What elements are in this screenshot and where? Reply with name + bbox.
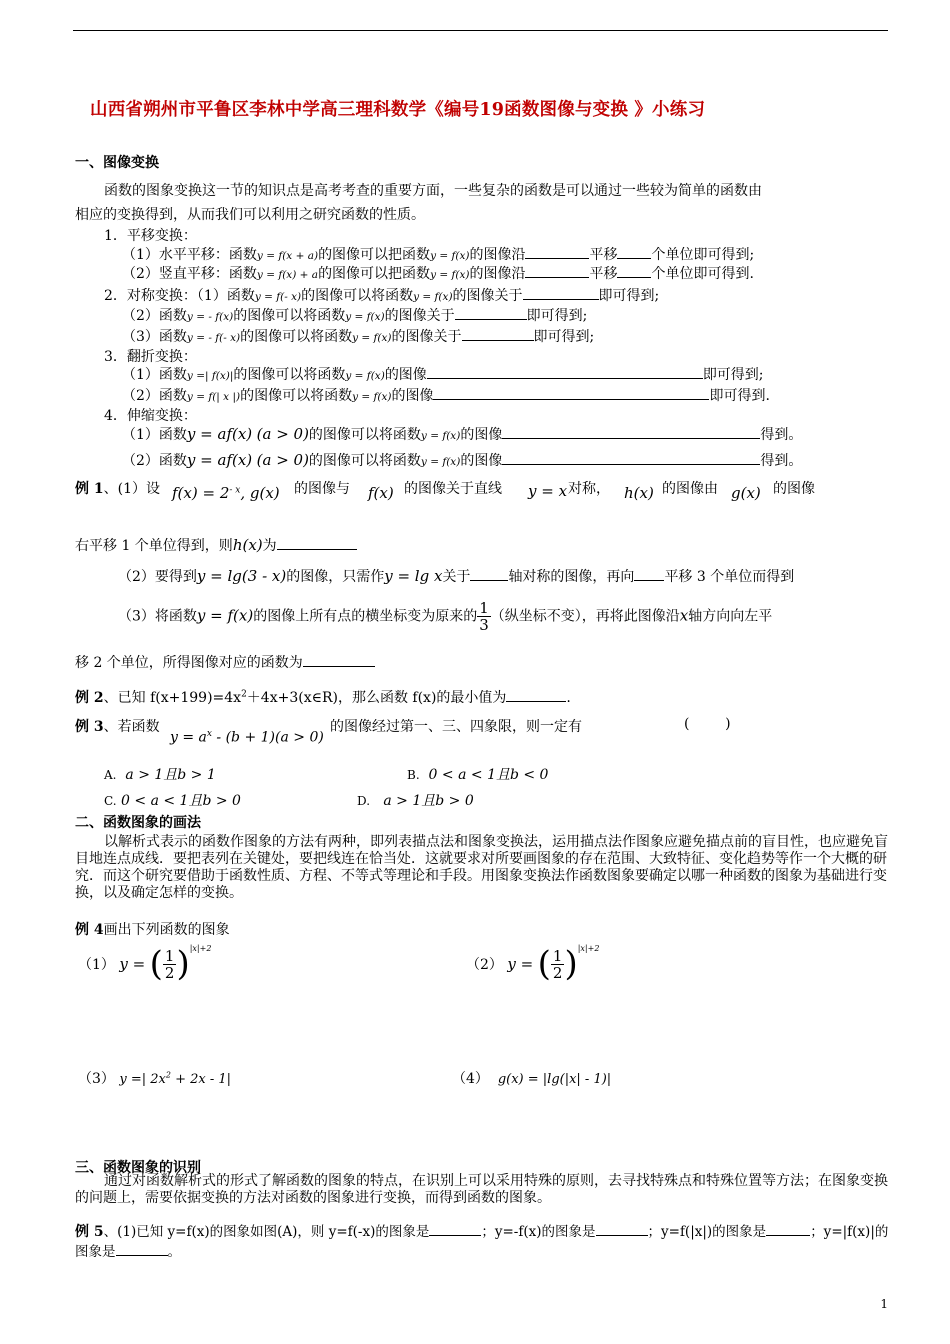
answer-blank[interactable]: [427, 366, 703, 379]
scaling-heading: 4．伸缩变换：: [104, 408, 197, 424]
answer-blank[interactable]: [525, 265, 589, 278]
answer-blank[interactable]: [617, 246, 651, 259]
example-2: 例 2、已知 $f(x+199)=4x^2+4x+3(x\in R)$，那么函数 f(x)的最小值为 .: [75, 689, 571, 706]
fraction-one-third: $\frac{1}{3}$: [479, 599, 489, 634]
symmetry-3: （3）函数y = - f(- x)的图像可以将函数y = f(x)的图像关于 即可得到;: [122, 329, 595, 345]
example-1-text-e: 的图像由: [662, 481, 718, 497]
section-1-heading: 一、图像变换: [75, 155, 159, 171]
example-1-part-2: （2）要得到y = lg(3 - x)的图像，只需作y = lg x关于 轴对称的图像，再向 平移 3 个单位而得到: [118, 567, 795, 585]
example-3-text-b: 的图像经过第一、三、四象限，则一定有: [330, 719, 582, 735]
example-1-text-c: 的图像关于直线: [404, 481, 502, 497]
example-3-math: $y = a^x - (b + 1)(a > 0)$: [170, 729, 324, 746]
example-4-q4: （4） g(x) = |lg(|x| - 1)|: [452, 1071, 612, 1087]
answer-blank[interactable]: [617, 265, 651, 278]
symmetry-heading: 2．对称变换：（1）函数y = f(- x)的图像可以将函数y = f(x)的图像关于 即可得到;: [104, 288, 660, 304]
example-1-part-3-line-2: 移 2 个单位，所得图像对应的函数为: [75, 652, 375, 672]
vertical-translation: （2）竖直平移：函数y = f(x) + a的图像可以把函数y = f(x)的图像沿 平移 个单位即可得到.: [122, 266, 754, 282]
intro-line-2: 相应的变换得到，从而我们可以利用之研究函数的性质。: [75, 207, 425, 223]
symmetry-2: （2）函数y = - f(x)的图像可以将函数y = f(x)的图像关于 即可得到;: [122, 308, 588, 324]
answer-blank[interactable]: [433, 387, 709, 400]
header-rule: [73, 30, 888, 31]
example-1-math-2: f(x): [368, 484, 394, 502]
example-1-text-d: 对称，: [568, 481, 610, 497]
example-1-line-1: 例 1、(1）设: [75, 481, 160, 497]
section-2-paragraph: 以解析式表示的函数作图象的方法有两种，即列表描点法和图象变换法，运用描点法作图象应避免描点前的盲目性，也应避免盲目地连点成线．要把表列在关键处，要把线连在恰当处．这就要求对所要画图象的存在范围、大致特征、变化趋势等作一个大概的研究．而这个研究要借助于函数性质、方程、不等式等理论和手段。用图象变换法作函数图象要确定以哪一种函数的图象为基础进行变换，以及确定怎样的变换。: [75, 834, 888, 901]
example-4: 例 4画出下列函数的图象: [75, 922, 230, 938]
answer-blank[interactable]: [502, 452, 760, 465]
answer-blank[interactable]: [455, 307, 527, 320]
option-a[interactable]: A. a > 1且b > 1: [104, 767, 216, 783]
example-1-line-2: 右平移 1 个单位得到，则h(x)为: [75, 535, 357, 555]
section-3-paragraph: 通过对函数解析式的形式了解函数的图象的特点，在识别上可以采用特殊的原则，去寻找特殊点和特殊位置等方法；在图象变换的问题上，需要依据变换的方法对函数的图象进行变换，而得到函数的图象。: [75, 1173, 888, 1206]
option-c[interactable]: C. 0 < a < 1且b > 0: [104, 793, 241, 809]
answer-blank[interactable]: [523, 287, 599, 300]
option-d[interactable]: D. a > 1且b > 0: [357, 793, 474, 809]
example-1-text-b: 的图像与: [294, 481, 350, 497]
answer-blank[interactable]: [277, 537, 357, 550]
answer-blank[interactable]: [116, 1243, 168, 1256]
answer-parentheses[interactable]: ( ): [684, 716, 731, 732]
answer-blank[interactable]: [634, 568, 664, 581]
example-1-text-f: 的图像: [773, 481, 815, 497]
translation-heading: 1．平移变换：: [104, 228, 197, 244]
example-4-q3: （3） y =| $2x^2 + 2x - 1|$: [78, 1070, 232, 1087]
option-b[interactable]: B. 0 < a < 1且b < 0: [407, 767, 549, 783]
horizontal-translation: （1）水平平移：函数y = f(x + a)的图像可以把函数y = f(x)的图像沿 平移 个单位即可得到;: [122, 247, 755, 263]
answer-blank[interactable]: [429, 1223, 481, 1236]
example-1-math: $f(x) = 2^{- x}$, g(x): [172, 484, 280, 502]
example-3: 例 3、若函数: [75, 719, 160, 735]
page-number: 1: [880, 1297, 888, 1311]
scaling-1: （1）函数y = af(x) (a > 0)的图像可以将函数y = f(x)的图像 得到。: [122, 425, 803, 443]
example-4-q1: （1） y = ( $\frac{1}{2}$ )$^{|x|+2}$: [78, 944, 212, 984]
intro-line-1: 函数的图象变换这一节的知识点是高考考查的重要方面，一些复杂的函数是可以通过一些较为简单的函数由: [104, 183, 762, 199]
example-1-part-3: （3）将函数y = f(x)的图像上所有点的横坐标变为原来的 $\frac{1}{3}$ （纵坐标不变），再将此图像沿x轴方向向左平: [118, 599, 773, 634]
flip-2: （2）函数y = f(| x |)的图像可以将函数y = f(x)的图像 即可得到.: [122, 388, 770, 404]
answer-blank[interactable]: [303, 654, 375, 667]
example-1-math-3: y = x: [528, 482, 568, 500]
example-5: 例 5、(1)已知 y=f(x)的图象如图(A)，则 y=f(-x)的图象是 ；y=-f(x)的图象是 ；y=f(|x|)的图象是 ；y=|f(x)|的图象是 。: [75, 1224, 889, 1260]
flip-heading: 3．翻折变换：: [104, 349, 197, 365]
answer-blank[interactable]: [470, 568, 508, 581]
example-4-q2: （2） y = ( $\frac{1}{2}$ )$^{|x|+2}$: [466, 944, 600, 984]
page-title: 山西省朔州市平鲁区李林中学高三理科数学《编号19函数图像与变换 》小练习: [90, 100, 706, 120]
example-1-math-5: g(x): [731, 484, 761, 502]
answer-blank[interactable]: [506, 689, 566, 702]
scaling-2: （2）函数y = af(x) (a > 0)的图像可以将函数y = f(x)的图像 得到。: [122, 451, 803, 469]
answer-blank[interactable]: [502, 426, 760, 439]
answer-blank[interactable]: [525, 246, 589, 259]
answer-blank[interactable]: [596, 1223, 648, 1236]
flip-1: （1）函数y =| f(x)|的图像可以将函数y = f(x)的图像 即可得到;: [122, 367, 764, 383]
answer-blank[interactable]: [462, 328, 534, 341]
example-1-math-4: h(x): [624, 484, 654, 502]
section-2-heading: 二、函数图象的画法: [75, 815, 201, 831]
answer-blank[interactable]: [766, 1223, 810, 1236]
section-3-heading: 三、函数图象的识别: [75, 1160, 201, 1176]
